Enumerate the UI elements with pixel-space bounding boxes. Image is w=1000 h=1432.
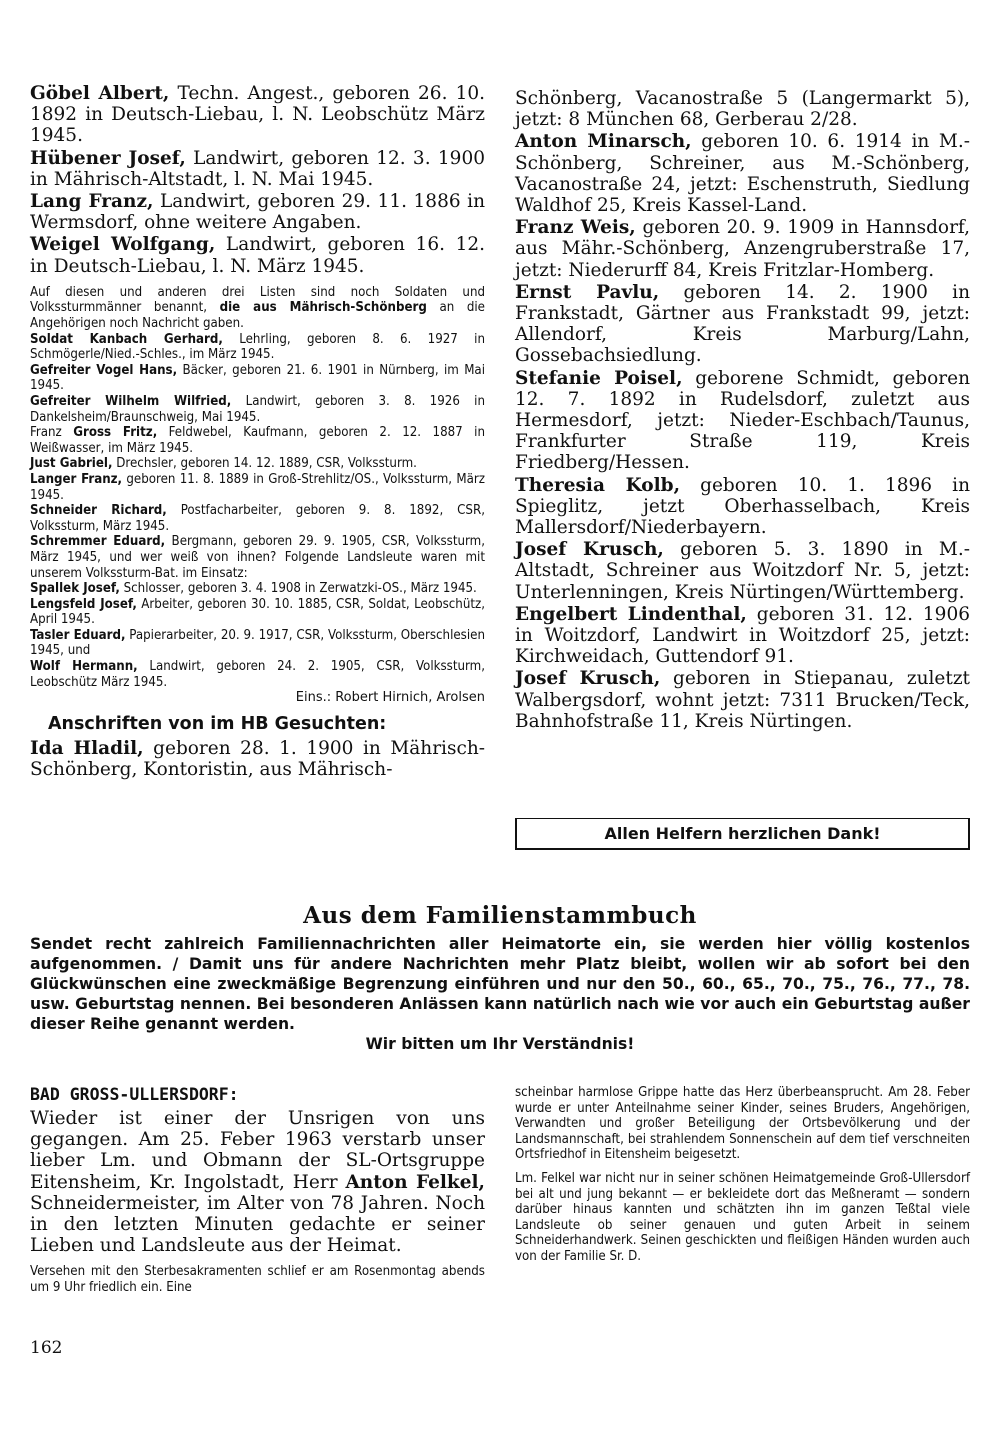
list-item: Just Gabriel, Drechsler, geboren 14. 12. 1889, CSR, Volkssturm. (30, 456, 417, 472)
list-item: Langer Franz, geboren 11. 8. 1889 in Groß-Strehlitz/OS., Volkssturm, März 1945. (30, 471, 485, 503)
list-item: Ida Hladil, geboren 28. 1. 1900 in Mährisch-Schönberg, Kontoristin, aus Mährisch- (30, 738, 485, 781)
list-item: Wolf Hermann, Landwirt, geboren 24. 2. 1905, CSR, Volkssturm, Leobschütz März 1945. (30, 659, 485, 690)
list-item: Engelbert Lindenthal, geboren 31. 12. 1906 in Woitzdorf, Landwirt in Woitzdorf 25, jetzt: Kirchweidach, Guttendorf 91. (515, 603, 970, 668)
list-item: Weigel Wolfgang, Landwirt, geboren 16. 12. in Deutsch-Liebau, l. N. März 1945. (30, 234, 485, 277)
page-number: 162 (30, 1338, 63, 1358)
list-item: Spallek Josef, Schlosser, geboren 3. 4. 1908 in Zerwatzki-OS., März 1945. (30, 581, 477, 597)
list-item: Ernst Pavlu, geboren 14. 2. 1900 in Frankstadt, Gärtner aus Frankstadt 99, jetzt: Allendorf, Kreis Marburg/Lahn, Gossebachsiedlung. (515, 281, 970, 367)
thanks-box: Allen Helfern herzlichen Dank! (515, 818, 970, 850)
left-column (30, 83, 485, 782)
list-item: Lengsfeld Josef, Arbeiter, geboren 30. 10. 1885, CSR, Soldat, Leobschütz, April 1945. (30, 596, 485, 628)
obituary-right-column (515, 1085, 970, 1265)
missing-persons-list (30, 83, 485, 277)
list-item: Franz Gross Fritz, Feldwebel, Kaufmann, geboren 2. 12. 1887 in Weißwasser, im März 1945. (30, 425, 485, 456)
list-item: Gefreiter Vogel Hans, Bäcker, geboren 21. 6. 1901 in Nürnberg, im Mai 1945. (30, 362, 486, 394)
list-item: Anton Minarsch, geboren 10. 6. 1914 in M.-Schönberg, Schreiner, aus M.-Schönberg, Vacanostraße 24, jetzt: Eschenstruth, Siedlung Waldhof 25, Kreis Kassel-Land. (515, 131, 970, 217)
page-title: Aus dem Familienstammbuch (303, 902, 697, 929)
list-item: Josef Krusch, geboren 5. 3. 1890 in M.-Altstadt, Schreiner aus Woitzdorf Nr. 5, jetzt: Unterlenningen, Kreis Nürtingen/Württemberg. (515, 539, 970, 603)
obituary-text: Wieder ist einer der Unsrigen von uns gegangen. Am 25. Feber 1963 verstarb unser lieber Lm. und Obmann der SL-Ortsgruppe Eitensheim, Kr. Ingolstadt, Herr Anton Felkel, Schneidermeister, im Alter von 78 Jahren. Noch in den letzten Minuten gedachte er seiner Lieben und Landsleute aus der Heimat. (30, 1108, 485, 1257)
obituary-left-column (30, 1085, 485, 1296)
place-heading: BAD GROSS-ULLERSDORF: (30, 1085, 239, 1104)
signature: Eins.: Robert Hirnich, Arolsen (295, 690, 485, 706)
obituary-continued: scheinbar harmlose Grippe hatte das Herz überbeansprucht. Am 28. Feber wurde er unter Anteilnahme seiner Kinder, seines Bruders, Angehörigen, Verwandten und großer Beteiligung der Ortsbevölkerung und der Landsmannschaft, bei strahlendem Sonnenschein auf dem tief verschneiten Ortsfriedhof in Eitensheim beigesetzt. (515, 1085, 970, 1163)
list-item: Soldat Kanbach Gerhard, Lehrling, geboren 8. 6. 1927 in Schmögerle/Nied.-Schles., im März 1945. (30, 331, 485, 363)
list-item: Theresia Kolb, geboren 10. 1. 1896 in Spieglitz, jetzt Oberhasselbach, Kreis Mallersdorf/Niederbayern. (515, 474, 970, 539)
right-column (515, 88, 970, 733)
soldiers-intro: Auf diesen und anderen drei Listen sind noch Soldaten und Volkssturmmänner benannt, die aus Mährisch-Schönberg an die Angehörigen noch Nachricht gaben. (30, 284, 485, 332)
soldiers-list (30, 332, 485, 691)
list-item: Schremmer Eduard, Bergmann, geboren 29. 9. 1905, CSR, Volkssturm, März 1945, und wer weiß von ihnen? Folgende Landsleute waren mit unserem Volkssturm-Bat. im Einsatz: (30, 534, 485, 581)
section-intro: Sendet recht zahlreich Familiennachrichten aller Heimatorte ein, sie werden hier völlig kostenlos aufgenommen. / Damit uns für andere Nachrichten mehr Platz bleibt, wollen wir ab sofort bei den Glückwünschen eine zweckmäßige Begrenzung einführen und nur den 50., 60., 65., 70., 75., 76., 77., 78. usw. Geburtstag nennen. Bei besonderen Anlässen kann natürlich nach wie vor auch ein Geburtstag außer dieser Reihe genannt werden. Wir bitten um Ihr Verständnis! (30, 935, 970, 1053)
list-item: Schneider Richard, Postfacharbeiter, geboren 9. 8. 1892, CSR, Volkssturm, März 1945. (30, 503, 485, 534)
list-item: Stefanie Poisel, geborene Schmidt, geboren 12. 7. 1892 in Rudelsdorf, zuletzt aus Hermesdorf, jetzt: Nieder-Eschbach/Taunus, Frankfurter Straße 119, Kreis Friedberg/Hessen. (515, 367, 970, 474)
section-subheading: Anschriften von im HB Gesuchten: (48, 714, 387, 735)
obituary-continued: Lm. Felkel war nicht nur in seiner schönen Heimatgemeinde Groß-Ullersdorf bei alt und jung bekannt — er bekleidete dort das Meßneramt — sondern darüber hinaus kannten und schätzten ihn im ganzen Teßtal viele Landsleute ob seiner genauen und guten Arbeit in seinem Schneiderhandwerk. Seinen geschickten und fleißigen Händen wurden auch von der Familie Sr. D. (515, 1170, 970, 1264)
obituary-continued: Versehen mit den Sterbesakramenten schlief er am Rosenmontag abends um 9 Uhr friedlich ein. Eine (30, 1264, 485, 1296)
list-item: Lang Franz, Landwirt, geboren 29. 11. 1886 in Wermsdorf, ohne weitere Angaben. (30, 191, 486, 234)
list-item: Josef Krusch, geboren in Stiepanau, zuletzt Walbergsdorf, wohnt jetzt: 7311 Brucken/Teck, Bahnhofstraße 11, Kreis Nürtingen. (515, 668, 970, 732)
list-item: Hübener Josef, Landwirt, geboren 12. 3. 1900 in Mährisch-Altstadt, l. N. Mai 1945. (30, 147, 485, 190)
list-item: Göbel Albert, Techn. Angest., geboren 26. 10. 1892 in Deutsch-Liebau, l. N. Leobschütz März 1945. (30, 83, 486, 147)
list-item: Gefreiter Wilhelm Wilfried, Landwirt, geboren 3. 8. 1926 in Dankelsheim/Braunschweig, Mai 1945. (30, 393, 485, 425)
list-item: Tasler Eduard, Papierarbeiter, 20. 9. 1917, CSR, Volkssturm, Oberschlesien 1945, und (30, 627, 485, 659)
list-item: Franz Weis, geboren 20. 9. 1909 in Hannsdorf, aus Mähr.-Schönberg, Anzengruberstraße 17, jetzt: Niederurff 84, Kreis Fritzlar-Homberg. (515, 217, 970, 281)
continuation-text: Schönberg, Vacanostraße 5 (Langermarkt 5), jetzt: 8 München 68, Gerberau 2/28. (515, 88, 970, 131)
